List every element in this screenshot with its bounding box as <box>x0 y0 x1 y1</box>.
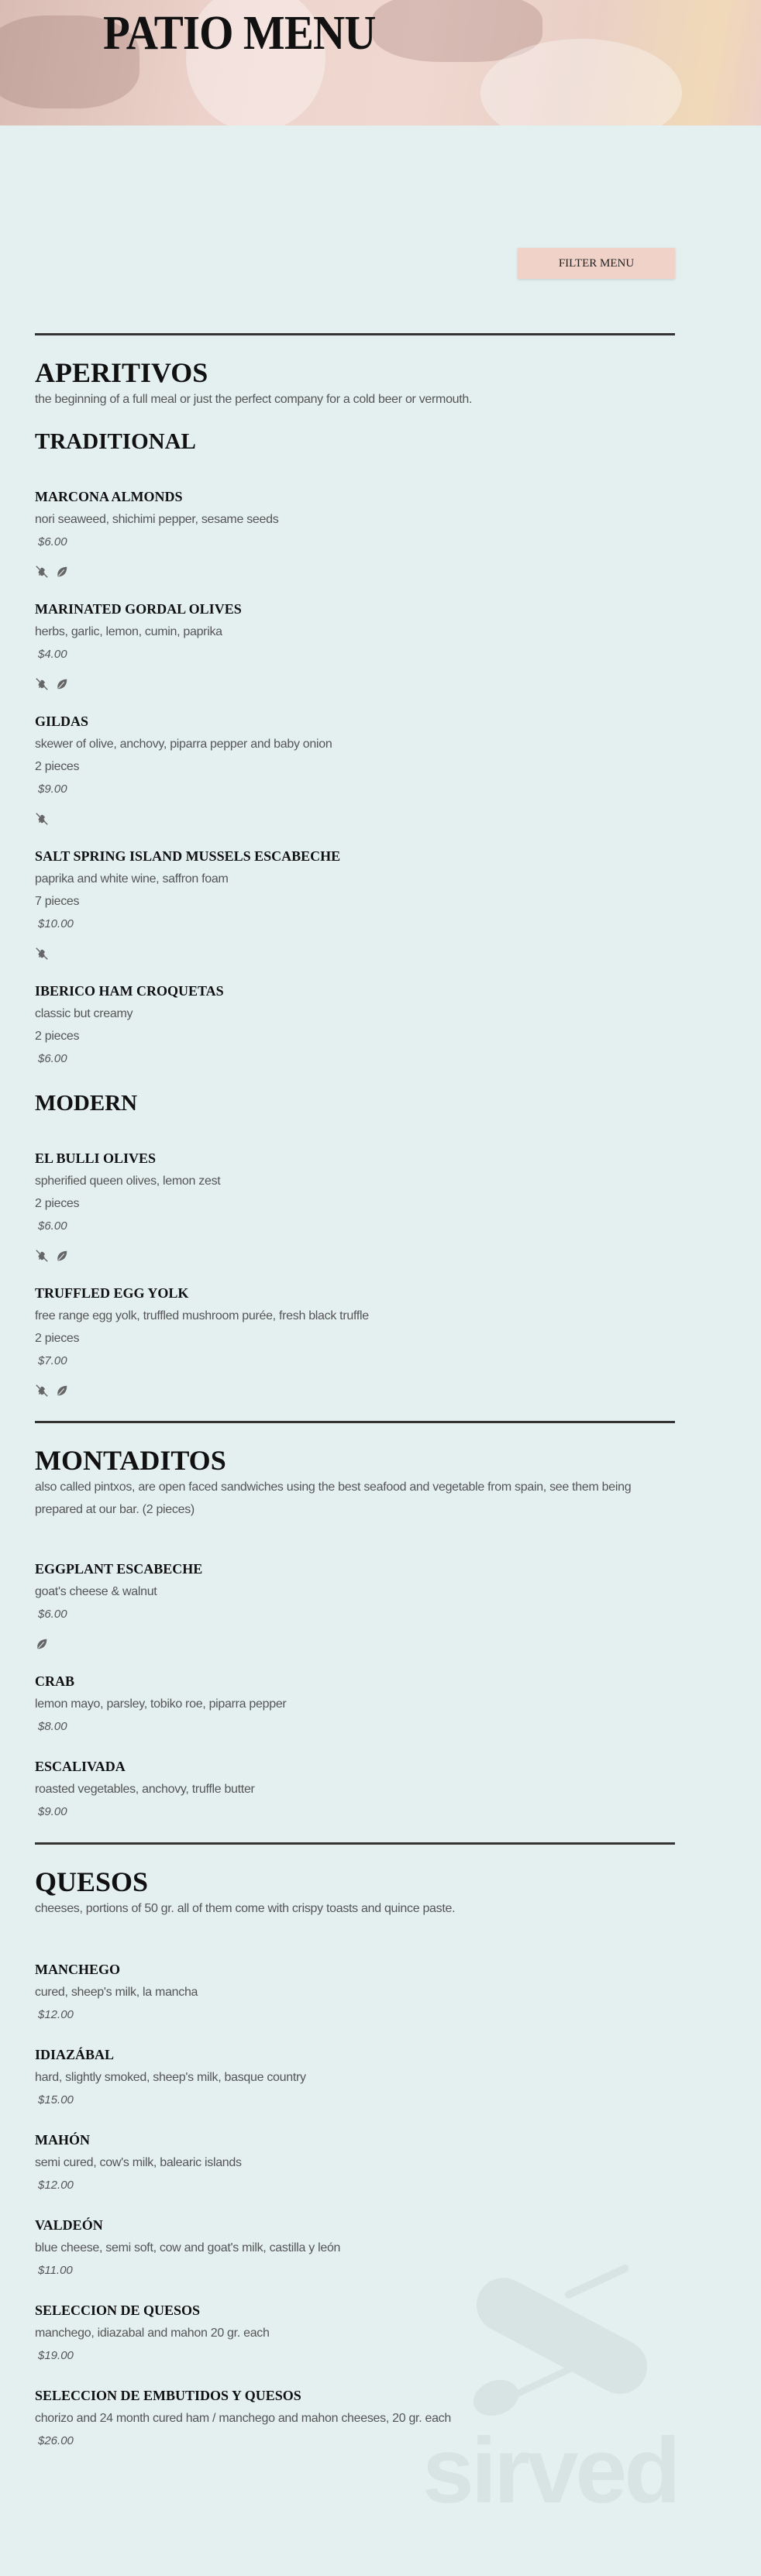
section-montaditos <box>35 1421 675 1823</box>
menu-item[interactable] <box>35 2129 675 2196</box>
item-price: $10.00 <box>38 917 74 930</box>
subsection-title: MODERN <box>35 1091 138 1116</box>
menu-item[interactable] <box>35 1558 675 1653</box>
menu-item[interactable] <box>35 710 675 827</box>
item-description: chorizo and 24 month cured ham / manchego and mahon cheeses, 20 gr. each <box>35 2412 451 2425</box>
item-description: lemon mayo, parsley, tobiko roe, piparra pepper <box>35 1697 287 1711</box>
sirved-watermark <box>422 2262 732 2523</box>
item-name: MAHÓN <box>35 2132 90 2148</box>
section-description: cheeses, portions of 50 gr. all of them come with crispy toasts and quince paste. <box>35 1902 456 1915</box>
item-name: EL BULLI OLIVES <box>35 1150 157 1166</box>
item-description: blue cheese, semi soft, cow and goat's milk, castilla y león <box>35 2241 341 2254</box>
item-name: SALT SPRING ISLAND MUSSELS ESCABECHE <box>35 848 341 864</box>
item-name: VALDEÓN <box>35 2217 103 2233</box>
item-name: MANCHEGO <box>35 1962 120 1977</box>
item-description: skewer of olive, anchovy, piparra pepper and baby onion <box>35 738 332 751</box>
item-price: $6.00 <box>38 535 67 549</box>
menu-item[interactable] <box>35 486 675 580</box>
item-description: roasted vegetables, anchovy, truffle butter <box>35 1783 255 1796</box>
item-name: GILDAS <box>35 714 89 729</box>
item-price: $9.00 <box>38 1805 67 1818</box>
item-name: MARCONA ALMONDS <box>35 489 183 504</box>
dietary-icons <box>35 945 675 962</box>
menu-item[interactable] <box>35 845 675 962</box>
menu-item[interactable] <box>35 598 675 693</box>
dietary-icons <box>35 1247 675 1264</box>
item-name: TRUFFLED EGG YOLK <box>35 1285 189 1301</box>
item-description: spherified queen olives, lemon zest <box>35 1175 221 1188</box>
item-price: $8.00 <box>38 1720 67 1733</box>
item-price: $12.00 <box>38 2179 74 2192</box>
section-description: also called pintxos, are open faced sandwiches using the best seafood and vegetable from spain, see them being prepared at our bar. (2 pieces) <box>35 1481 632 1516</box>
item-name: CRAB <box>35 1673 75 1689</box>
dietary-icons <box>35 1635 675 1653</box>
section-title: QUESOS <box>35 1866 149 1897</box>
dietary-icons <box>35 810 675 827</box>
item-description: hard, slightly smoked, sheep's milk, basque country <box>35 2071 306 2084</box>
item-price: $15.00 <box>38 2093 74 2107</box>
item-price: $12.00 <box>38 2008 74 2021</box>
menu-item[interactable] <box>35 1959 675 2026</box>
item-description: herbs, garlic, lemon, cumin, paprika <box>35 625 222 638</box>
menu-item[interactable] <box>35 1147 675 1264</box>
hero-banner <box>0 0 761 126</box>
subsection-title: TRADITIONAL <box>35 429 196 454</box>
section-title: MONTADITOS <box>35 1445 226 1476</box>
vegan-leaf-icon <box>55 677 69 691</box>
item-name: IBERICO HAM CROQUETAS <box>35 983 224 999</box>
section-divider <box>35 1842 675 1845</box>
item-name: IDIAZÁBAL <box>35 2047 115 2062</box>
watermark-text: sirved <box>422 2419 678 2523</box>
dietary-icons <box>35 1382 675 1399</box>
dietary-icons <box>35 563 675 580</box>
item-description: nori seaweed, shichimi pepper, sesame seeds <box>35 513 279 526</box>
vegan-leaf-icon <box>55 1384 69 1398</box>
item-price: $6.00 <box>38 1608 67 1621</box>
item-name: SELECCION DE EMBUTIDOS Y QUESOS <box>35 2388 301 2403</box>
item-price: $6.00 <box>38 1219 67 1233</box>
filter-menu-button[interactable]: FILTER MENU <box>518 248 675 279</box>
menu-item[interactable] <box>35 1282 675 1399</box>
item-quantity: 7 pieces <box>35 895 80 908</box>
item-quantity: 2 pieces <box>35 1030 80 1043</box>
item-price: $19.00 <box>38 2349 74 2362</box>
item-quantity: 2 pieces <box>35 1332 80 1345</box>
item-description: semi cured, cow's milk, balearic islands <box>35 2156 242 2169</box>
item-description: free range egg yolk, truffled mushroom purée, fresh black truffle <box>35 1309 369 1322</box>
utensil-logo-icon <box>422 2262 732 2417</box>
item-description: paprika and white wine, saffron foam <box>35 872 229 886</box>
section-aperitivos <box>35 333 675 1399</box>
vegan-leaf-icon <box>35 1637 49 1651</box>
item-description: goat's cheese & walnut <box>35 1585 157 1598</box>
item-name: ESCALIVADA <box>35 1759 126 1774</box>
item-price: $11.00 <box>38 2264 73 2277</box>
item-description: manchego, idiazabal and mahon 20 gr. each <box>35 2327 270 2340</box>
item-quantity: 2 pieces <box>35 760 80 773</box>
item-price: $26.00 <box>38 2434 74 2447</box>
gluten-free-icon <box>35 677 49 691</box>
item-name: MARINATED GORDAL OLIVES <box>35 601 242 617</box>
menu-item[interactable] <box>35 1756 675 1823</box>
item-description: classic but creamy <box>35 1007 133 1020</box>
section-title: APERITIVOS <box>35 357 208 388</box>
item-name: SELECCION DE QUESOS <box>35 2303 201 2318</box>
item-description: cured, sheep's milk, la mancha <box>35 1986 198 1999</box>
gluten-free-icon <box>35 565 49 579</box>
section-divider <box>35 333 675 335</box>
menu-item[interactable] <box>35 2044 675 2111</box>
item-name: EGGPLANT ESCABECHE <box>35 1561 203 1577</box>
section-description: the beginning of a full meal or just the perfect company for a cold beer or vermouth. <box>35 393 473 406</box>
menu-content <box>35 333 675 2470</box>
item-price: $4.00 <box>38 648 67 661</box>
gluten-free-icon <box>35 947 49 961</box>
dietary-icons <box>35 676 675 693</box>
item-quantity: 2 pieces <box>35 1197 80 1210</box>
menu-item[interactable] <box>35 980 675 1070</box>
gluten-free-icon <box>35 1384 49 1398</box>
page-title: PATIO MENU <box>103 7 376 60</box>
item-price: $9.00 <box>38 782 67 796</box>
gluten-free-icon <box>35 812 49 826</box>
vegan-leaf-icon <box>55 1249 69 1263</box>
item-price: $7.00 <box>38 1354 67 1367</box>
vegan-leaf-icon <box>55 565 69 579</box>
menu-item[interactable] <box>35 1670 675 1738</box>
gluten-free-icon <box>35 1249 49 1263</box>
section-divider <box>35 1421 675 1423</box>
item-price: $6.00 <box>38 1052 67 1065</box>
